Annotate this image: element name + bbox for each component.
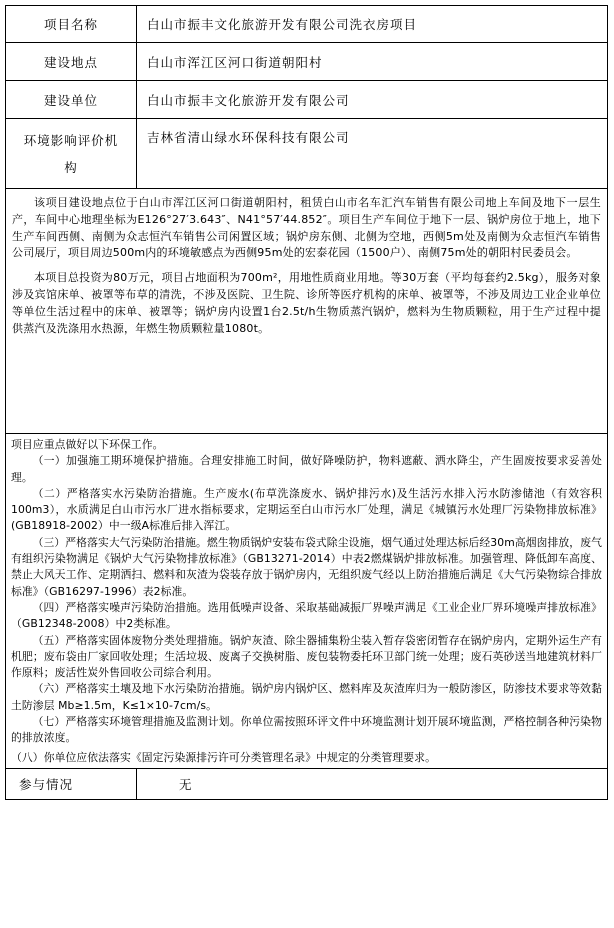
requirements-cell (6, 434, 608, 769)
participation-label: 参与情况 (6, 768, 137, 799)
row-description (6, 189, 608, 434)
document-page (5, 5, 608, 800)
eia-agency-value: 吉林省清山绿水环保科技有限公司 (137, 119, 608, 189)
row-builder (6, 81, 608, 119)
row-project-name (6, 6, 608, 43)
location-value: 白山市浑江区河口街道朝阳村 (137, 43, 608, 81)
builder-value: 白山市振丰文化旅游开发有限公司 (137, 81, 608, 119)
project-name-value: 白山市振丰文化旅游开发有限公司洗衣房项目 (137, 6, 608, 43)
requirement-item: （三）严格落实大气污染防治措施。燃生物质锅炉安装布袋式除尘设施，烟气通过处理达标后经30m高烟囱排放，废气有组织污染物满足《锅炉大气污染物排放标准》（GB13271-2014）中表2燃煤锅炉排放标准。加强管理、降低卸车高度、禁止大风天工作、定期洒扫、燃料和灰渣为袋装存放于锅炉房内，无组织废气经以上防治措施后满足《大气污染物综合排放标准》（GB16297-1996）表2标准。 (11, 535, 602, 598)
participation-value: 无 (137, 768, 608, 799)
requirement-item-last: （八）你单位应依法落实《固定污染源排污许可分类管理名录》中规定的分类管理要求。 (11, 750, 436, 764)
eia-agency-label-line2: 构 (64, 159, 78, 175)
requirement-item: （二）严格落实水污染防治措施。生产废水(布草洗涤废水、锅炉排污水)及生活污水排入污水防渗储池（有效容积100m3），水质满足白山市污水厂进水指标要求，定期运至白山市污水厂处理，满足《城镇污水处理厂污染物排放标准》(GB18918-2002）中一级A标准后排入浑江。 (11, 486, 602, 533)
requirement-item: （四）严格落实噪声污染防治措施。选用低噪声设备、采取基础减振厂界噪声满足《工业企业厂界环境噪声排放标准》（GB12348-2008）中2类标准。 (11, 600, 602, 631)
requirements-intro: 项目应重点做好以下环保工作。 (11, 438, 164, 451)
row-location (6, 43, 608, 81)
requirement-item: （一）加强施工期环境保护措施。合理安排施工时间，做好降噪防护，物料遮蔽、洒水降尘，产生固废按要求妥善处理。 (11, 454, 602, 484)
requirement-item: （六）严格落实土壤及地下水污染防治措施。锅炉房内锅炉区、燃料库及灰渣库归为一般防渗区，防渗技术要求等效黏土防渗层 Mb≥1.5m，K≤1×10-7cm/s。 (11, 682, 602, 712)
location-label: 建设地点 (6, 43, 137, 81)
requirement-item: （七）严格落实环境管理措施及监测计划。你单位需按照环评文件中环境监测计划开展环境监测，严格控制各种污染物的排放浓度。 (11, 715, 602, 745)
row-requirements (6, 434, 608, 769)
row-eia-agency (6, 119, 608, 189)
requirement-item: （五）严格落实固体废物分类处理措施。锅炉灰渣、除尘器捕集粉尘装入暂存袋密闭暂存在锅炉房内，定期外运生产有机肥；废布袋由厂家回收处理；生活垃圾、废离子交换树脂、废包装物委托环卫部门统一处理；废石英砂送当地建筑材料厂作原料；废活性炭外售回收公司综合利用。 (11, 633, 602, 680)
project-info-table (5, 5, 608, 800)
row-participation (6, 768, 608, 799)
eia-agency-label-line1: 环境影响评价机 (23, 132, 119, 148)
builder-label: 建设单位 (6, 81, 137, 119)
eia-agency-label (6, 119, 137, 189)
project-description (6, 189, 608, 434)
description-paragraph: 本项目总投资为80万元，项目占地面积为700m²，用地性质商业用地。等30万套（平均每套约2.5kg），服务对象涉及宾馆床单、被罩等布草的清洗，不涉及医院、卫生院、诊所等医疗机构的床单、被罩等，不涉及周边工业企业单位等单位生活过程中的床单、被罩等；锅炉房内设置1台2.5t/h生物质蒸汽锅炉，燃料为生物质颗粒，用于生产过程中提供蒸汽及洗涤用水热源，年燃生物质颗粒量1080t。 (12, 271, 601, 335)
description-paragraph: 该项目建设地点位于白山市浑江区河口街道朝阳村，租赁白山市名车汇汽车销售有限公司地上车间及地下一层生产，车间中心地理坐标为E126°27′3.643″、N41°57′44.852″。项目生产车间位于地下一层、锅炉房位于地上，地下生产车间西侧、南侧为众志恒汽车销售公司闲置区域；锅炉房东侧、北侧为空地，西侧5m处及南侧为众志恒汽车销售公司展厅，项目周边500m内的环境敏感点为西侧95m处的宏泰花园（1500户）、南侧75m处的朝阳村民委员会。 (12, 196, 601, 260)
project-name-label: 项目名称 (6, 6, 137, 43)
